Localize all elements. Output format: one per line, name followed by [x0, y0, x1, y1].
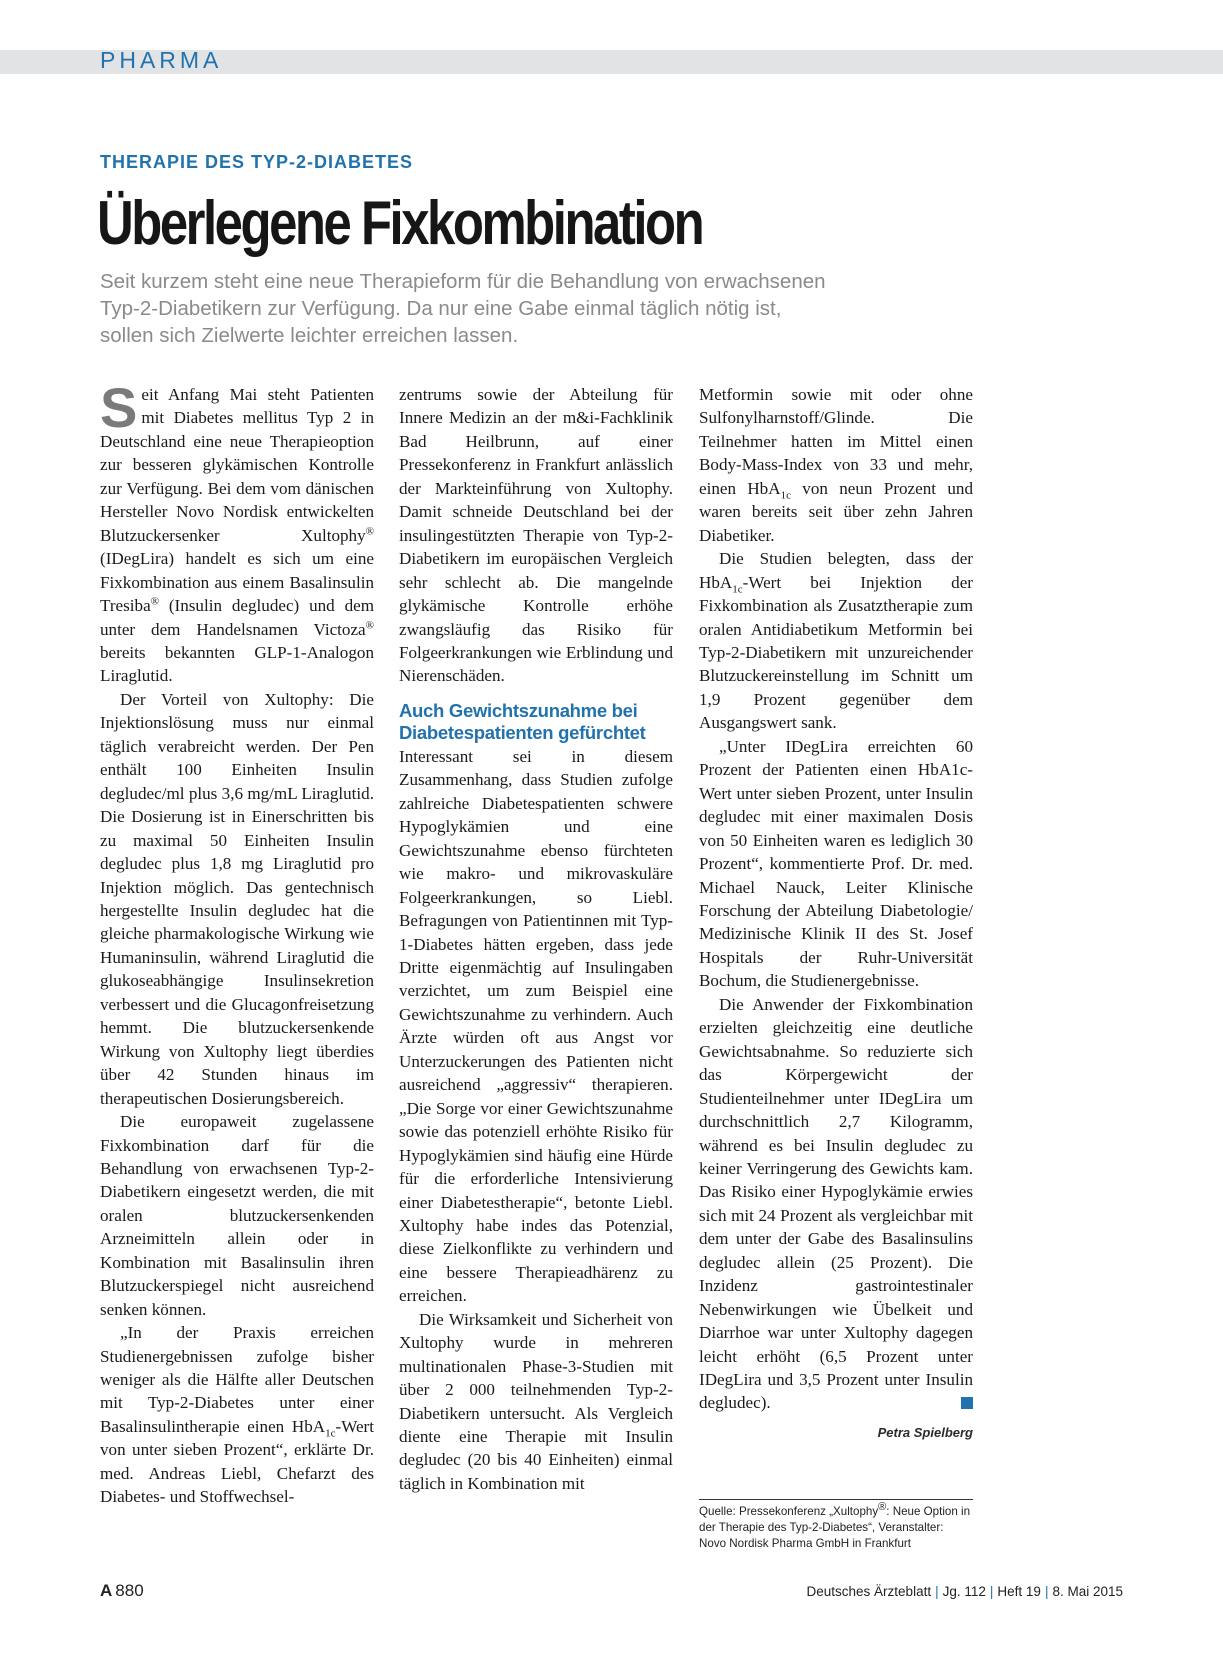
journal-date: 8. Mai 2015: [1052, 1584, 1123, 1599]
paragraph-continues: -Wert von unter sieben Prozent“, erklärte Dr. med. Andreas Liebl, Chefarzt des Diabetes- und Stoffwechsel-: [100, 1416, 374, 1507]
journal-footer: [807, 1584, 1123, 1599]
journal-volume: Jg. 112: [942, 1584, 986, 1599]
paragraph: Interessant sei in diesem Zusammenhang, dass Studien zufolge zahlreiche Diabetespatienten schwere Hypoglykämien und eine Gewichtszunahme ebenso fürchteten wie makro- und mikrovaskuläre Folgeerkrankungen, so Liebl. Befragungen von Patientinnen mit Typ-1-Diabetes hätten ergeben, dass jede Dritte eigenmächtig auf Insulingaben verzichtet, um zum Beispiel eine Gewichtszunahme zu verhindern. Auch Ärzte würden oft aus Angst vor Unterzuckerungen des Patienten nicht ausreichend „aggressiv“ therapieren. „Die Sorge vor einer Gewichtszunahme sowie das potenziell erhöhte Risiko für Hypoglykämien sind häufig eine Hürde für die erforderliche Intensivierung einer Diabetestherapie“, betonte Liebl. Xultophy habe indes das Potenzial, diese Zielkonflikte zu verhindern und eine bessere Therapieadhärenz zu erreichen.: [399, 746, 673, 1306]
article-column-1: [100, 376, 374, 1509]
section-label: PHARMA: [100, 47, 223, 73]
journal-name: Deutsches Ärzteblatt: [806, 1584, 932, 1599]
lead-line: sollen sich Zielwerte leichter erreichen lassen.: [100, 324, 519, 347]
lead-line: Typ-2-Diabetikern zur Verfügung. Da nur eine Gabe einmal täglich nötig ist,: [100, 297, 782, 320]
article-column-3: [699, 383, 973, 1444]
paragraph: Die europaweit zugelassene Fixkombination darf für die Behandlung von erwachsenen Typ-2-Diabetikern eingesetzt werden, die mit oralen blutzuckersenkenden Arzneimitteln allein oder in Kombination mit Basalinsulin ihren Blutzuckerspiegel nicht ausreichend senken können.: [100, 1112, 374, 1319]
paragraph: Die Anwender der Fixkombination erzielten gleichzeitig eine deutliche Gewichtsabnahme. So reduzierte sich das Körpergewicht der Studienteilnehmer unter IDegLira um durchschnittlich 2,7 Kilogramm, während es bei Insulin degludec zu keiner Verringerung des Gewichts kam. Das Risiko einer Hypoglykämie erwies sich mit 24 Prozent als vergleichbar mit dem unter der Gabe des Basalinsulins degludec allein (25 Prozent). Die Inzidenz gastrointestinaler Nebenwirkungen wie Übelkeit und Diarrhoe war unter Xultophy dagegen leicht erhöht (6,5 Prozent unter IDegLira und 3,5 Prozent unter Insulin degludec).: [699, 994, 973, 1413]
paragraph: Seit Anfang Mai steht Patienten mit Diabetes mellitus Typ 2 in Deutschland eine neue Therapieoption zur besseren glykämischen Kontrolle zur Verfügung. Bei dem vom dänischen Hersteller Novo Nordisk entwickelten Blutzuckersenker Xultophy® (IDegLira) handelt es sich um eine Fixkombination aus einem Basalinsulin Tresiba® (Insulin degludec) und dem unter dem Handelsnamen Victoza® bereits bekannten GLP-1-Analogon Liraglutid.: [100, 376, 374, 686]
article-subhead: Auch Gewichtszunahme bei Diabetespatienten gefürchtet: [399, 699, 646, 744]
paragraph: Der Vorteil von Xultophy: Die Injektionslösung muss nur einmal täglich verabreicht werden. Der Pen enthält 100 Einheiten Insulin degludec/ml plus 3,6 mg/mL Liraglutid. Die Dosierung ist in Einerschritten bis zu maximal 50 Einheiten Insulin degludec plus 1,8 mg Liraglutid pro Injektion möglich. Das gentechnisch hergestellte Insulin degludec hat die gleiche pharmakologische Wirkung wie Humaninsulin, während Liraglutid die glukoseabhängige Insulinsekretion verbessert und die Glucagonfreisetzung hemmt. Die blutzuckersenkende Wirkung von Xultophy liegt überdies über 42 Stunden hinaus im therapeutischen Dosierungsbereich.: [100, 689, 374, 1108]
footer-separator: |: [935, 1584, 939, 1599]
article-headline: Überlegene Fixkombination: [97, 189, 703, 258]
drop-cap: S: [100, 376, 138, 439]
paragraph: „In der Praxis erreichen Studienergebnissen zufolge bisher weniger als die Hälfte aller Deutschen mit Typ-2-Diabetes unter einer Basalinsulintherapie einen HbA$_{1c}$-Wert von unter sieben Prozent“, erklärte Dr. med. Andreas Liebl, Chefarzt des Diabetes- und Stoffwechsel-: [100, 1323, 374, 1507]
paragraph: Metformin sowie mit oder ohne Sulfonylharnstoff/Glinde. Die Teilnehmer hatten im Mittel einen Body-Mass-Index von 33 und mehr, einen HbA$_{1c}$ von neun Prozent und waren bereits seit über zehn Jahren Diabetiker.: [699, 385, 973, 545]
page-number: A 880: [100, 1581, 144, 1600]
author-byline: Petra Spielberg: [877, 1424, 973, 1440]
article-kicker: THERAPIE DES TYP-2-DIABETES: [100, 152, 414, 172]
source-note: Quelle: Pressekonferenz „Xultophy®: Neue Option in der Therapie des Typ-2-Diabetes“, Veranstalter: Novo Nordisk Pharma GmbH in Frankfurt: [699, 1499, 973, 1552]
paragraph: zentrums sowie der Abteilung für Innere Medizin an der m&i-Fachklinik Bad Heilbrunn, auf einer Pressekonferenz in Frankfurt anlässlich der Markteinführung von Xultophy. Damit schneide Deutschland bei der insulingestützten Therapie von Typ-2-Diabetikern im europäischen Vergleich sehr schlecht ab. Die mangelnde glykämische Kontrolle erhöhe zwangsläufig das Risiko für Folgeerkrankungen wie Erblindung und Nierenschäden.: [399, 385, 673, 686]
paragraph: „Unter IDegLira erreichten 60 Prozent der Patienten einen HbA1c-Wert unter sieben Prozent, unter Insulin degludec mit einer maximalen Dosis von 50 Einheiten waren es lediglich 30 Prozent“, kommentierte Prof. Dr. med. Michael Nauck, Leiter Klinische Forschung der Abteilung Diabetologie/ Medizinische Klinik II des St. Josef Hospitals der Ruhr-Universität Bochum, die Studienergebnisse.: [699, 736, 973, 991]
paragraph: Die Wirksamkeit und Sicherheit von Xultophy wurde in mehreren multinationalen Phase-3-Studien mit über 2 000 teilnehmenden Typ-2-Diabetikern untersucht. Als Vergleich diente eine Therapie mit Insulin degludec (20 bis 40 Einheiten) einmal täglich in Kombination mit: [399, 1309, 673, 1493]
journal-issue: Heft 19: [997, 1584, 1041, 1599]
article-lead: [100, 268, 960, 349]
paragraph: Die Studien belegten, dass der HbA$_{1c}$-Wert bei Injektion der Fixkombination als Zusatztherapie zum oralen Antidiabetikum Metformin bei Typ-2-Diabetikern mit unzureichender Blutzuckereinstellung im Schnitt um 1,9 Prozent gegenüber dem Ausgangswert sank.: [699, 549, 973, 733]
footer-separator: |: [1044, 1584, 1049, 1599]
lead-line: Seit kurzem steht eine neue Therapieform für die Behandlung von erwachsenen: [100, 270, 826, 293]
footer-separator: |: [989, 1584, 994, 1599]
article-column-2: [399, 383, 673, 1495]
end-mark-icon: [961, 1397, 973, 1409]
